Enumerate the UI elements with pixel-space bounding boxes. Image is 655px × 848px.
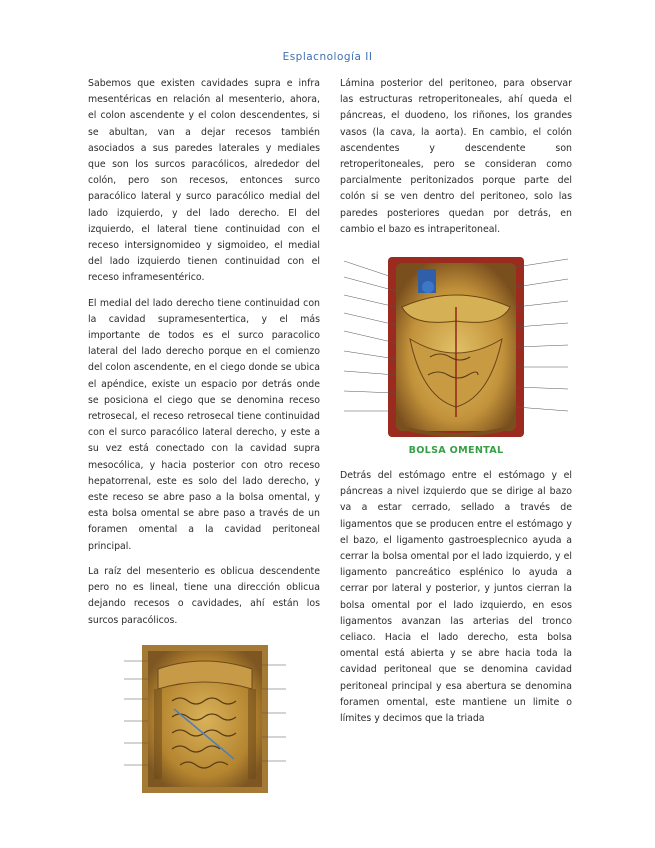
paragraph: Sabemos que existen cavidades supra e infra mesentéricas en relación al mesenterio, ahora, el colon ascendente y el colon descendentes, si se abultan, van a dejar recesos también asociados a sus paredes laterales y mediales que son los surcos paracólicos, alrededor del colón, pero son recesos, entonces surco paracólico lateral y surco paracólico medial del lado izquierdo, y del lado derecho. El del izquierdo, el lateral tiene continuidad con el receso intersignomideo y sigmoideo, el medial del lado izquierdo tienen continuidad con el receso inframesentérico.: [88, 78, 320, 284]
figure-caption: BOLSA OMENTAL: [408, 445, 504, 457]
mesentery-colon-illustration: [114, 639, 294, 799]
paragraph: El medial del lado derecho tiene continuidad con la cavidad supramesentertica, y el más importante de todos es el surco paracolico lateral del lado derecho porque en el comienzo del colon ascendente, en el ciego donde se ubica el apéndice, existe un espacio por detrás onde se posiciona el ciego que se denomina receso retrosecal, el receso retrosecal tiene continuidad con el surco paracólico lateral derecho, y este a su vez está conectado con la cavidad supra mesocólica, y hacia posterior con otro receso hepatorrenal, este es solo del lado derecho, y este receso se abre paso a la bolsa omental, y esta bolsa omental se abre paso a través de un foramen omental a la cavidad peritoneal principal.: [88, 297, 320, 552]
page-title: Esplacnología II: [282, 51, 373, 63]
omental-bursa-illustration: [340, 247, 572, 443]
paragraph: La raíz del mesenterio es oblicua descendente pero no es lineal, tiene una dirección oblicua dejando recesos o cavidades, ahí están los surcos paracólicos.: [88, 565, 320, 626]
paragraph: Lámina posterior del peritoneo, para observar las estructuras retroperitoneales, ahí queda el páncreas, el duodeno, los riñones, los grandes vasos (la cava, la aorta). En cambio, el colón ascendentes y descendente son retroperitoneales, pero se consideran como parcialmente peritonizados porque parte del colón si se ven dentro del peritoneo, solo las paredes posteriores quedan por detrás, en cambio el bazo es intraperitoneal.: [340, 78, 572, 235]
right-column: [340, 76, 572, 736]
paragraph: Detrás del estómago entre el estómago y el páncreas a nivel izquierdo que se dirige al bazo va a estar cerrado, sellado a través de ligamentos que se producen entre el estómago y el bazo, el ligamento gastroesplecnico ayuda a cerrar la bolsa omental por el lado izquierdo, y el ligamento pancreático esplénico lo ayuda a cerrar por lateral y posterior, y juntos cierran la bolsa omental por el lado izquierdo, en esos ligamentos avanzan las arterias del tronco celiaco. Hacia el lado derecho, esta bolsa omental está abierta y se abre hacia toda la cavidad peritoneal que se denomina cavidad peritoneal principal y esa abertura se denomina foramen omental, este mantiene un limite o límites y decimos que la triada: [340, 470, 572, 725]
left-column: [88, 76, 320, 799]
